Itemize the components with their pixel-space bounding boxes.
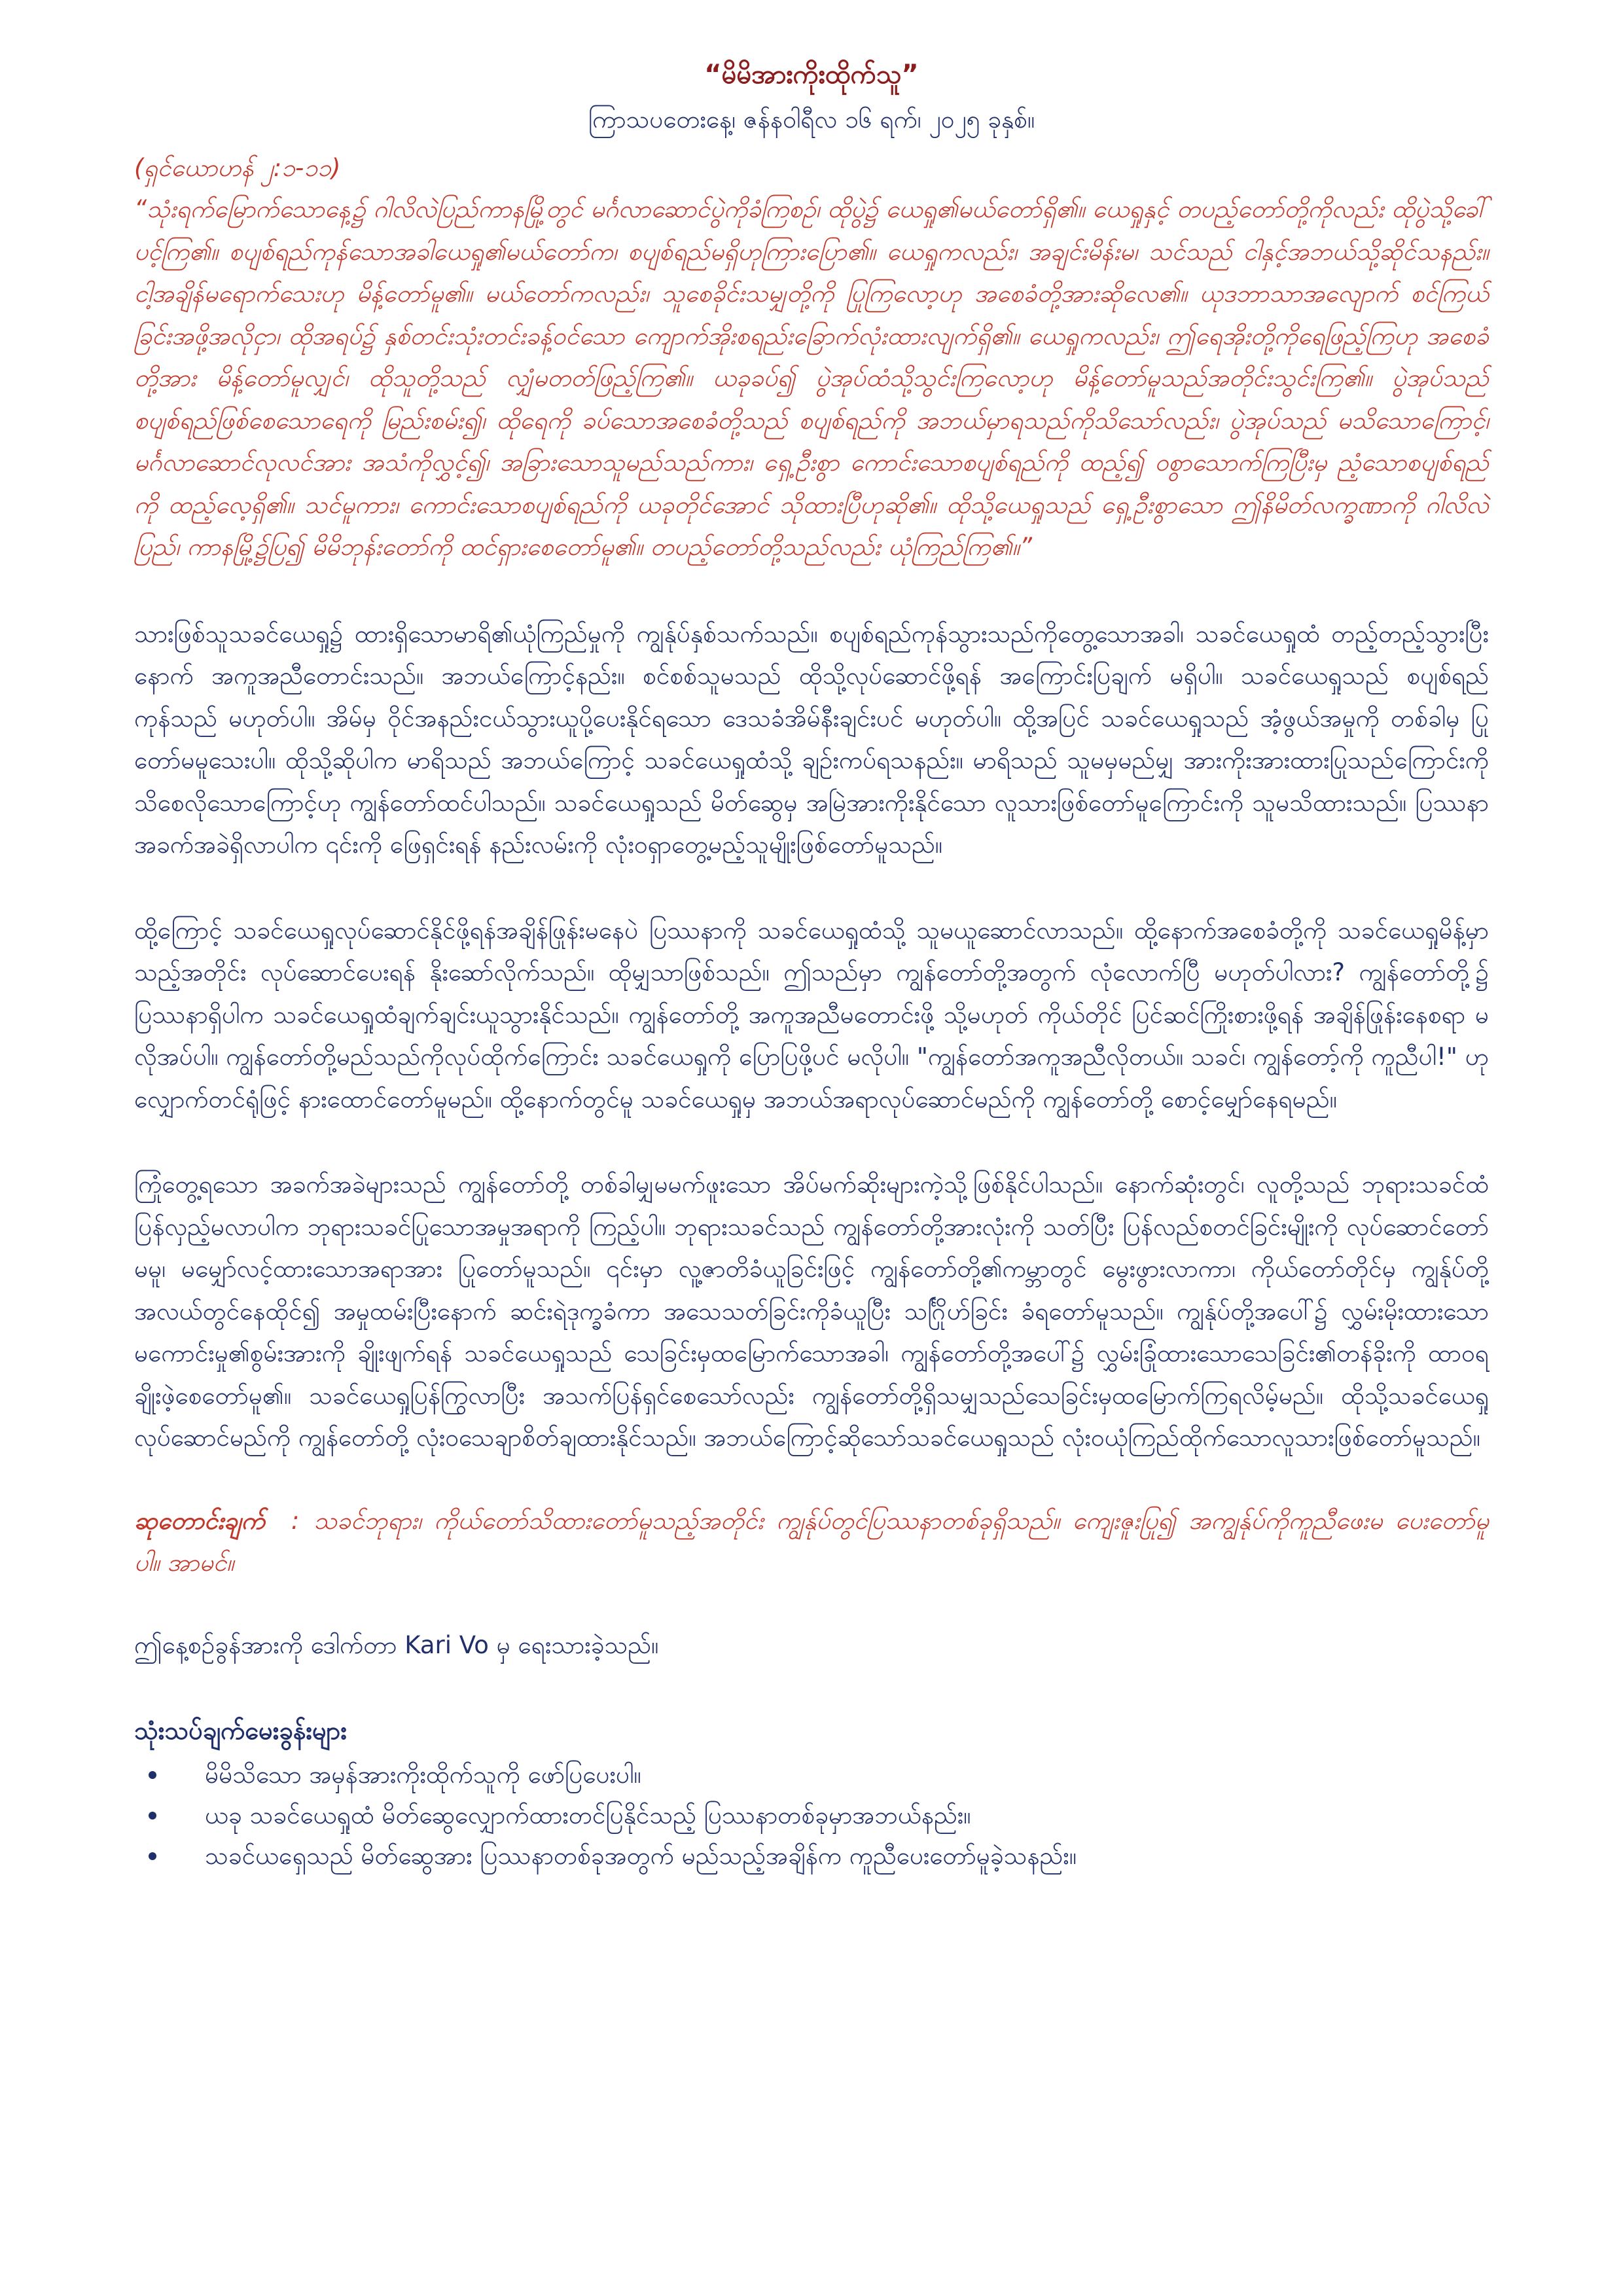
scripture-passage: “သုံးရက်မြောက်သောနေ့၌ ဂါလိလဲပြည်ကာနမြို့တွင် မင်္ဂလာဆောင်ပွဲကိုခံကြစဉ်၊ ထိုပွဲ၌ ယေရှု၏မယ်တော်ရှိ၏။ ယေရှုနှင့် တပည့်တော်တို့ကိုလည်း ထိုပွဲသို့ခေါ်ပင့်ကြ၏။ စပျစ်ရည်ကုန်သောအခါယေရှု၏မယ်တော်က၊ စပျစ်ရည်မရှိဟုကြားပြော၏။ ယေရှုကလည်း၊ အချင်းမိန်းမ၊ သင်သည် ငါနှင့်အဘယ်သို့ဆိုင်သနည်း။ ငါ့အချိန်မရောက်သေးဟု မိန့်တော်မူ၏။ မယ်တော်ကလည်း၊ သူစေခိုင်းသမျှတို့ကို ပြုကြလော့ဟု အစေခံတို့အားဆိုလေ၏။ ယုဒဘာသာအလျောက် စင်ကြယ်ခြင်းအဖို့အလိုငှာ၊ ထိုအရပ်၌ နှစ်တင်းသုံးတင်းခန့်ဝင်သော ကျောက်အိုးစရည်းခြောက်လုံးထားလျက်ရှိ၏။ ယေရှုကလည်း၊ ဤရေအိုးတို့ကိုရေဖြည့်ကြဟု အစေခံတို့အား မိန့်တော်မူလျှင်၊ ထိုသူတို့သည် လျှံမတတ်ဖြည့်ကြ၏။ ယခုခပ်၍ ပွဲအုပ်ထံသို့သွင်းကြလော့ဟု မိန့်တော်မူသည်အတိုင်းသွင်းကြ၏။ ပွဲအုပ်သည် စပျစ်ရည်ဖြစ်စေသောရေကို မြည်းစမ်း၍၊ ထိုရေကို ခပ်သောအစေခံတို့သည် စပျစ်ရည်ကို အဘယ်မှာရသည်ကိုသိသော်လည်း၊ ပွဲအုပ်သည် မသိသောကြောင့်၊ မင်္ဂလာဆောင်လုလင်အား အသံကိုလွှင့်၍၊ အခြားသောသူမည်သည်ကား၊ ရှေ့ဦးစွာ ကောင်းသောစပျစ်ရည်ကို ထည့်၍ ဝစွာသောက်ကြပြီးမှ ညံ့သောစပျစ်ရည်ကို ထည့်လေ့ရှိ၏။ သင်မူကား၊ ကောင်းသောစပျစ်ရည်ကို ယခုတိုင်အောင် သိုထားပြီဟုဆို၏။ ထိုသို့ယေရှုသည် ရှေ့ဦးစွာသော ဤနိမိတ်လက္ခဏာကို ဂါလိလဲပြည်၊ ကာနမြို့၌ပြ၍ မိမိဘုန်းတော်ကို ထင်ရှားစေတော်မူ၏။ တပည့်တော်တို့သည်လည်း ယုံကြည်ကြ၏။” xyxy=(134,195,1489,561)
bullet-icon xyxy=(149,1771,156,1779)
question-text: သခင်ယရှေသည် မိတ်ဆွေအား ပြဿနာတစ်ခုအတွက် မည်သည့်အချိန်က ကူညီပေးတော်မူခဲ့သနည်း။ xyxy=(205,1841,1077,1870)
question-item xyxy=(134,1836,1489,1876)
questions-heading: သုံးသပ်ချက်မေးခွန်းများ xyxy=(134,1715,348,1745)
bullet-icon xyxy=(149,1852,156,1860)
prayer-label: ဆုတောင်းချက် xyxy=(134,1506,265,1535)
author-note: ဤနေ့စဉ်ခွန်အားကို ဒေါက်တာ Kari Vo မှ ရေးသားခဲ့သည်။ xyxy=(134,1630,659,1659)
body-paragraph-1: သားဖြစ်သူသခင်ယေရှု၌ ထားရှိသောမာရိ၏ယုံကြည်မှုကို ကျွန်ုပ်နှစ်သက်သည်။ စပျစ်ရည်ကုန်သွားသည်ကိုတွေ့သောအခါ၊ သခင်ယေရှုထံ တည့်တည့်သွားပြီးနောက် အကူအညီတောင်းသည်။ အဘယ်ကြောင့်နည်း။ စင်စစ်သူမသည် ထိုသို့လုပ်ဆောင်ဖို့ရန် အကြောင်းပြချက် မရှိပါ။ သခင်ယေရှုသည် စပျစ်ရည်ကုန်သည် မဟုတ်ပါ။ အိမ်မှ ဝိုင်အနည်းငယ်သွားယူပို့ပေးနိုင်ရသော ဒေသခံအိမ်နီးချင်းပင် မဟုတ်ပါ။ ထို့အပြင် သခင်ယေရှုသည် အံ့ဖွယ်အမှုကို တစ်ခါမှ ပြုတော်မမူသေးပါ။ ထိုသို့ဆိုပါက မာရိသည် အဘယ်ကြောင့် သခင်ယေရှုထံသို့ ချဉ်းကပ်ရသနည်း။ မာရိသည် သူမမှမည်မျှ အားကိုးအားထားပြုသည်ကြောင်းကို သိစေလိုသောကြောင့်ဟု ကျွန်တော်ထင်ပါသည်။ သခင်ယေရှုသည် မိတ်ဆွေမှ အမြဲအားကိုးနိုင်သော လူသားဖြစ်တော်မူကြောင်းကို သူမသိထားသည်။ ပြဿနာအခက်အခဲရှိလာပါက ၎င်းကို ဖြေရှင်းရန် နည်းလမ်းကို လုံးဝရှာတွေ့မည့်သူမျိုးဖြစ်တော်မူသည်။ xyxy=(134,619,1489,859)
prayer-text: သခင်ဘုရား၊ ကိုယ်တော်သိထားတော်မူသည့်အတိုင်း ကျွန်ုပ်တွင်ပြဿနာတစ်ခုရှိသည်။ ကျေးဇူးပြု၍ အကျွန်ုပ်ကိုကူညီဖေးမ ပေးတော်မူပါ။ အာမင်။ xyxy=(134,1506,1489,1577)
bullet-icon xyxy=(149,1812,156,1820)
body-paragraph-3: ကြုံတွေ့ရသော အခက်အခဲများသည် ကျွန်တော်တို့ တစ်ခါမျှမမက်ဖူးသော အိပ်မက်ဆိုးများကဲ့သို့ဖြစ်နိုင်ပါသည်။ နောက်ဆုံးတွင်၊ လူတို့သည် ဘုရားသခင်ထံ ပြန်လှည့်မလာပါက ဘုရားသခင်ပြုသောအမှုအရာကို ကြည့်ပါ။ ဘုရားသခင်သည် ကျွန်တော်တို့အားလုံးကို သတ်ပြီး ပြန်လည်စတင်ခြင်းမျိုးကို လုပ်ဆောင်တော်မမူ၊ မမျှော်လင့်ထားသောအရာအား ပြုတော်မူသည်။ ၎င်းမှာ လူ့ဇာတိခံယူခြင်းဖြင့် ကျွန်တော်တို့၏ကမ္ဘာတွင် မွေးဖွားလာကာ၊ ကိုယ်တော်တိုင်မှ ကျွန်ုပ်တို့အလယ်တွင်နေထိုင်၍ အမှုထမ်းပြီးနောက် ဆင်းရဲဒုက္ခခံကာ အသေသတ်ခြင်းကိုခံယူပြီး သင်္ဂြိုဟ်ခြင်း ခံရတော်မူသည်။ ကျွန်ုပ်တို့အပေါ်၌ လွှမ်းမိုးထားသောမကောင်းမှု၏စွမ်းအားကို ချိုးဖျက်ရန် သခင်ယေရှုသည် သေခြင်းမှထမြောက်သောအခါ၊ ကျွန်တော်တို့အပေါ်၌ လွှမ်းခြုံထားသောသေခြင်း၏တန်ခိုးကို ထာဝရချိုးဖဲ့စေတော်မူ၏။ သခင်ယေရှုပြန်ကြွလာပြီး အသက်ပြန်ရှင်စေသော်လည်း ကျွန်တော်တို့ရှိသမျှသည်သေခြင်းမှထမြောက်ကြရလိမ့်မည်။ ထိုသို့သခင်ယေရှုလုပ်ဆောင်မည်ကို ကျွန်တော်တို့ လုံးဝသေချာစိတ်ချထားနိုင်သည်။ အဘယ်ကြောင့်ဆိုသော်သခင်ယေရှုသည် လုံးဝယုံကြည်ထိုက်သောလူသားဖြစ်တော်မူသည်။ xyxy=(134,1170,1489,1452)
date-line: ကြာသပတေးနေ့၊ ဇန်နဝါရီလ ၁၆ ရက်၊ ၂၀၂၅ ခုနှစ်။ xyxy=(588,105,1035,134)
prayer-separator: : xyxy=(291,1506,300,1535)
question-item xyxy=(134,1755,1489,1795)
body-paragraph-2: ထို့ကြောင့် သခင်ယေရှုလုပ်ဆောင်နိုင်ဖို့ရန်အချိန်ဖြုန်းမနေပဲ ပြဿနာကို သခင်ယေရှုထံသို့ သူမယူဆောင်လာသည်။ ထို့နောက်အစေခံတို့ကို သခင်ယေရှုမိန့်မှာသည့်အတိုင်း လုပ်ဆောင်ပေးရန် နိုးဆော်လိုက်သည်။ ထိုမျှသာဖြစ်သည်။ ဤသည်မှာ ကျွန်တော်တို့အတွက် လုံလောက်ပြီ မဟုတ်ပါလား? ကျွန်တော်တို့၌ ပြဿနာရှိပါက သခင်ယေရှုထံချက်ချင်းယူသွားနိုင်သည်။ ကျွန်တော်တို့ အကူအညီမတောင်းဖို့ သို့မဟုတ် ကိုယ်တိုင် ပြင်ဆင်ကြိုးစားဖို့ရန် အချိန်ဖြုန်းနေစရာ မလိုအပ်ပါ။ ကျွန်တော်တို့မည်သည်ကိုလုပ်ထိုက်ကြောင်း သခင်ယေရှုကို ပြောပြဖို့ပင် မလိုပါ။ "ကျွန်တော်အကူအညီလိုတယ်။ သခင်၊ ကျွန်တော့်ကို ကူညီပါ!" ဟုလျှောက်တင်ရုံဖြင့် နားထောင်တော်မူမည်။ ထို့နောက်တွင်မူ သခင်ယေရှုမှ အဘယ်အရာလုပ်ဆောင်မည်ကို ကျွန်တော်တို့ စောင့်မျှော်နေရမည်။ xyxy=(134,916,1489,1113)
question-item xyxy=(134,1795,1489,1836)
prayer xyxy=(134,1500,1489,1585)
scripture-reference: (ရှင်ယောဟန် ၂:၁-၁၁) xyxy=(134,154,341,182)
question-text: ယခု သခင်ယေရှုထံ မိတ်ဆွေလျှောက်ထားတင်ပြနိုင်သည့် ပြဿနာတစ်ခုမှာအဘယ်နည်း။ xyxy=(205,1801,971,1829)
page-title: “မိမိအားကိုးထိုက်သူ” xyxy=(704,60,919,90)
questions-list xyxy=(134,1755,1489,1876)
question-text: မိမိသိသော အမှန်အားကိုးထိုက်သူကို ဖော်ပြပေးပါ။ xyxy=(205,1760,641,1789)
